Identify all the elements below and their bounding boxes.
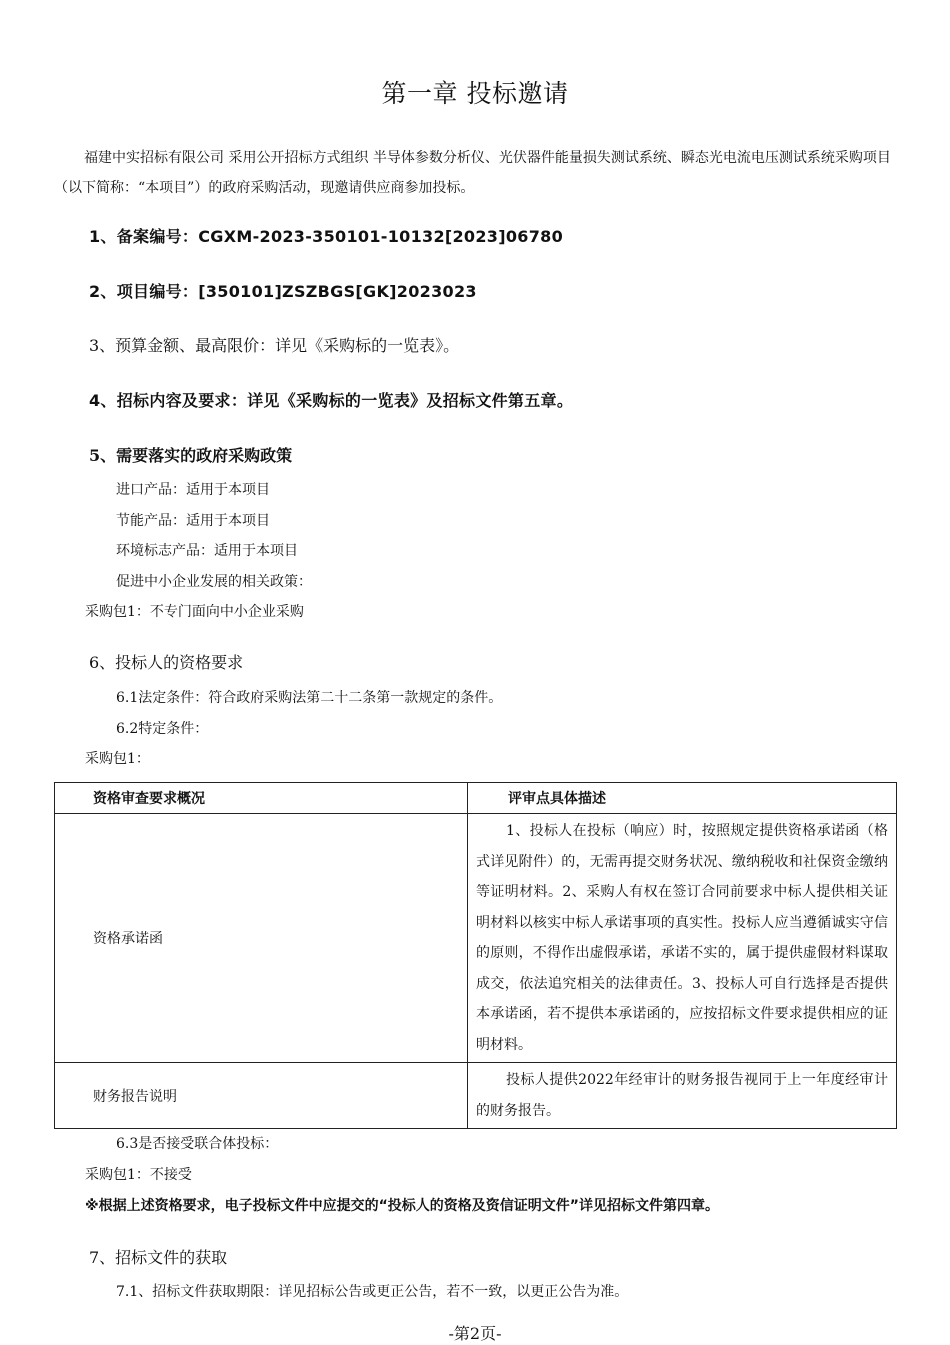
qualification-package: 采购包1：	[85, 751, 150, 767]
project-number: 2、项目编号：[350101]ZSZBGS[GK]2023023	[89, 282, 477, 301]
page-number: -第2页-	[448, 1324, 502, 1343]
intro-paragraph: 福建中实招标有限公司 采用公开招标方式组织 半导体参数分析仪、光伏器件能量损失测试系统、瞬态光电流电压测试系统采购项目 （以下简称：“本项目”）的政府采购活动，现邀请供应商参加投标。	[54, 150, 891, 196]
content-line: 4、招标内容及要求：详见《采购标的一览表》及招标文件第五章。	[89, 391, 574, 410]
table-header: 资格审查要求概况	[55, 783, 468, 814]
document-7-1: 7.1、招标文件获取期限：详见招标公告或更正公告，若不一致，以更正公告为准。	[116, 1284, 629, 1300]
table-row	[55, 1063, 897, 1129]
policy-energy: 节能产品：适用于本项目	[116, 513, 270, 529]
document-heading: 7、招标文件的获取	[89, 1248, 228, 1267]
page-title: 第一章 投标邀请	[381, 79, 569, 108]
policy-environment: 环境标志产品：适用于本项目	[116, 543, 298, 559]
policy-import: 进口产品：适用于本项目	[116, 482, 270, 498]
table-cell-requirement: 财务报告说明	[55, 1063, 468, 1129]
qualification-table	[54, 782, 897, 1129]
qualification-note: ※根据上述资格要求，电子投标文件中应提交的“投标人的资格及资信证明文件”详见招标文件第四章。	[85, 1198, 720, 1214]
consortium-package: 采购包1：不接受	[85, 1167, 192, 1183]
table-row	[55, 814, 897, 1063]
qualification-6-3: 6.3是否接受联合体投标：	[116, 1136, 279, 1152]
policy-heading: 5、需要落实的政府采购政策	[89, 446, 293, 465]
table-cell-requirement: 资格承诺函	[55, 814, 468, 1063]
table-header: 评审点具体描述	[468, 783, 897, 814]
table-header-row	[55, 783, 897, 814]
qualification-heading: 6、投标人的资格要求	[89, 653, 244, 672]
budget-line: 3、预算金额、最高限价：详见《采购标的一览表》。	[89, 336, 460, 355]
record-number: 1、备案编号：CGXM-2023-350101-10132[2023]06780	[89, 227, 563, 246]
policy-package: 采购包1：不专门面向中小企业采购	[85, 604, 304, 620]
table-cell-description: 投标人提供2022年经审计的财务报告视同于上一年度经审计的财务报告。	[468, 1063, 897, 1129]
policy-sme: 促进中小企业发展的相关政策：	[116, 574, 312, 590]
table-cell-description: 1、投标人在投标（响应）时，按照规定提供资格承诺函（格式详见附件）的，无需再提交财务状况、缴纳税收和社保资金缴纳等证明材料。2、采购人有权在签订合同前要求中标人提供相关证明材料以核实中标人承诺事项的真实性。投标人应当遵循诚实守信的原则，不得作出虚假承诺，承诺不实的，属于提供虚假材料谋取成交，依法追究相关的法律责任。3、投标人可自行选择是否提供本承诺函，若不提供本承诺函的，应按招标文件要求提供相应的证明材料。	[468, 814, 897, 1063]
qualification-6-1: 6.1法定条件：符合政府采购法第二十二条第一款规定的条件。	[116, 690, 503, 706]
qualification-6-2: 6.2特定条件：	[116, 721, 209, 737]
